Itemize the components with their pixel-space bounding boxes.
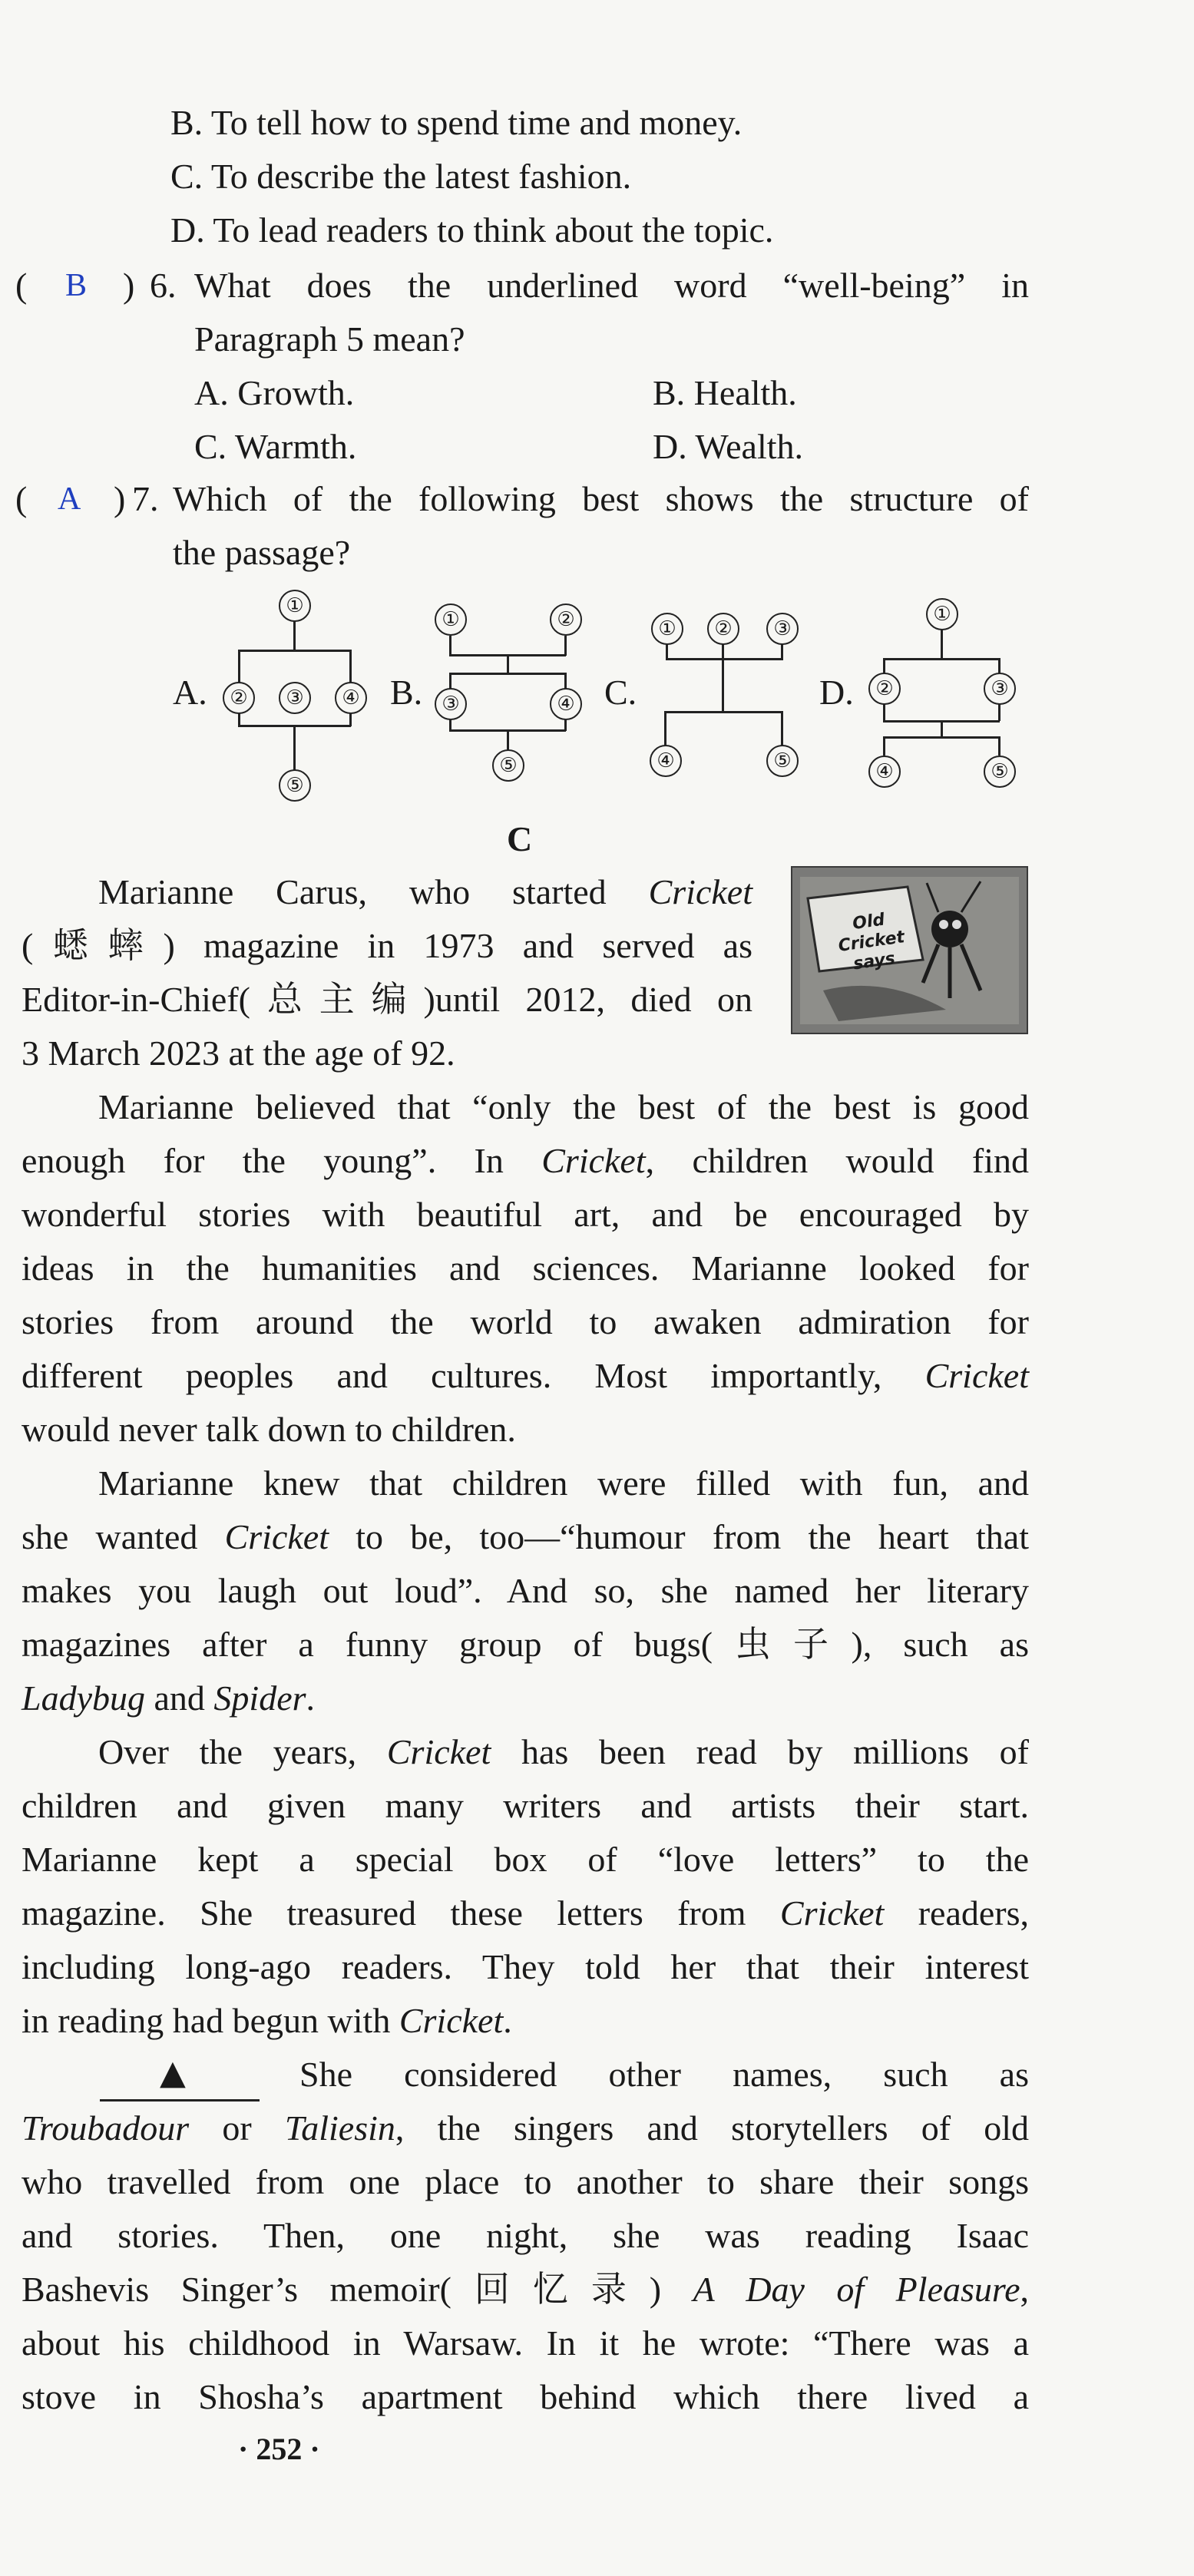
- p3-line-4: magazines after a funny group of bugs(虫子), such as: [21, 1625, 1029, 1664]
- q6-option-a: A. Growth.: [194, 373, 355, 412]
- q7-paren-open: (: [15, 479, 28, 518]
- p5-line-3: who travelled from one place to another to share their songs: [21, 2162, 1029, 2201]
- p2-line-2: enough for the young”. In Cricket, children would find: [21, 1141, 1029, 1180]
- q7-answer: A: [58, 481, 81, 517]
- q7-stem-2: the passage?: [173, 533, 351, 572]
- diagram-c-label: C.: [604, 673, 637, 712]
- q6-stem-2: Paragraph 5 mean?: [194, 319, 465, 359]
- p1-line-4: 3 March 2023 at the age of 92.: [21, 1033, 455, 1073]
- q6-paren-close: ): [123, 266, 135, 305]
- p1-line-1: Marianne Carus, who started Cricket: [98, 872, 752, 911]
- section-title: C: [507, 819, 533, 858]
- q5-option-c: C. To describe the latest fashion.: [170, 157, 632, 196]
- diagram-b-node-1: ①: [435, 603, 467, 636]
- q6-option-c: C. Warmth.: [194, 427, 357, 466]
- p4-line-2: children and given many writers and artists their start.: [21, 1786, 1029, 1825]
- p3-line-5: Ladybug and Spider.: [21, 1678, 316, 1718]
- q7-number: 7.: [132, 479, 159, 518]
- diagram-a-node-1: ①: [279, 590, 311, 622]
- diagram-b-node-3: ③: [435, 688, 467, 720]
- diagram-c-node-3: ③: [766, 613, 799, 645]
- diagram-c-node-1: ①: [651, 613, 683, 645]
- diagram-c-node-5: ⑤: [766, 745, 799, 777]
- p4-line-6: in reading had begun with Cricket.: [21, 2001, 512, 2040]
- p1-line-3: Editor-in-Chief(总主编)until 2012, died on: [21, 980, 752, 1019]
- q7-paren-close: ): [114, 479, 126, 518]
- page-number: · 252 ·: [238, 2432, 320, 2466]
- p5-line-5: Bashevis Singer’s memoir(回忆录) A Day of Pleasure,: [21, 2270, 1029, 2309]
- blank-triangle: ▲: [160, 2053, 186, 2092]
- diagram-a-label: A.: [173, 673, 207, 712]
- q6-stem: What does the underlined word “well-being” in: [194, 266, 1029, 305]
- q5-option-b: B. To tell how to spend time and money.: [170, 103, 743, 142]
- p5-line-6: about his childhood in Warsaw. In it he wrote: “There was a: [21, 2323, 1029, 2363]
- p4-line-3: Marianne kept a special box of “love letters” to the: [21, 1840, 1029, 1879]
- diagram-b-node-4: ④: [550, 688, 582, 720]
- diagram-c-node-2: ②: [707, 613, 739, 645]
- p4-line-1: Over the years, Cricket has been read by millions of: [98, 1732, 1029, 1771]
- diagram-d-node-1: ①: [926, 598, 958, 630]
- p5-line-2: Troubadour or Taliesin, the singers and storytellers of old: [21, 2108, 1029, 2148]
- p3-line-1: Marianne knew that children were filled with fun, and: [98, 1463, 1029, 1503]
- p5-line-1: She considered other names, such as: [299, 2055, 1029, 2094]
- p5-line-7: stove in Shosha’s apartment behind which there lived a: [21, 2377, 1029, 2416]
- q7-stem: Which of the following best shows the structure of: [173, 479, 1029, 518]
- diagram-d-node-4: ④: [868, 756, 901, 788]
- p5-line-4: and stories. Then, one night, she was reading Isaac: [21, 2216, 1029, 2255]
- diagram-a-node-4: ④: [335, 682, 367, 714]
- diagram-d-node-2: ②: [868, 673, 901, 705]
- cricket-illustration: [791, 866, 1028, 1034]
- p4-line-4: magazine. She treasured these letters from Cricket readers,: [21, 1893, 1029, 1933]
- answer-blank: [100, 2048, 260, 2101]
- p2-line-7: would never talk down to children.: [21, 1410, 516, 1449]
- p4-line-5: including long-ago readers. They told her that their interest: [21, 1947, 1029, 1986]
- diagram-b-label: B.: [390, 673, 423, 712]
- p3-line-3: makes you laugh out loud”. And so, she named her literary: [21, 1571, 1029, 1610]
- p3-line-2: she wanted Cricket to be, too—“humour from the heart that: [21, 1517, 1029, 1556]
- q6-answer: B: [65, 268, 88, 303]
- diagram-c-node-4: ④: [650, 745, 682, 777]
- p2-line-1: Marianne believed that “only the best of the best is good: [98, 1087, 1029, 1126]
- q5-option-d: D. To lead readers to think about the topic.: [170, 210, 774, 250]
- illustration-caption: Old Cricket says: [837, 910, 906, 974]
- diagram-a-node-3: ③: [279, 682, 311, 714]
- p2-line-3: wonderful stories with beautiful art, and be encouraged by: [21, 1195, 1029, 1234]
- p2-line-5: stories from around the world to awaken admiration for: [21, 1302, 1029, 1341]
- diagram-b-node-2: ②: [550, 603, 582, 636]
- p2-line-6: different peoples and cultures. Most importantly, Cricket: [21, 1356, 1029, 1395]
- diagram-d-node-3: ③: [984, 673, 1016, 705]
- p2-line-4: ideas in the humanities and sciences. Marianne looked for: [21, 1248, 1029, 1288]
- q6-number: 6.: [150, 266, 177, 305]
- p1-line-2: (蟋蟀) magazine in 1973 and served as: [21, 926, 752, 965]
- q6-option-b: B. Health.: [653, 373, 797, 412]
- diagram-d-node-5: ⑤: [984, 756, 1016, 788]
- q6-option-d: D. Wealth.: [653, 427, 804, 466]
- diagram-b-node-5: ⑤: [492, 749, 524, 782]
- diagram-a-node-2: ②: [223, 682, 255, 714]
- diagram-d-label: D.: [819, 673, 854, 712]
- diagram-a-node-5: ⑤: [279, 769, 311, 802]
- q6-paren-open: (: [15, 266, 28, 305]
